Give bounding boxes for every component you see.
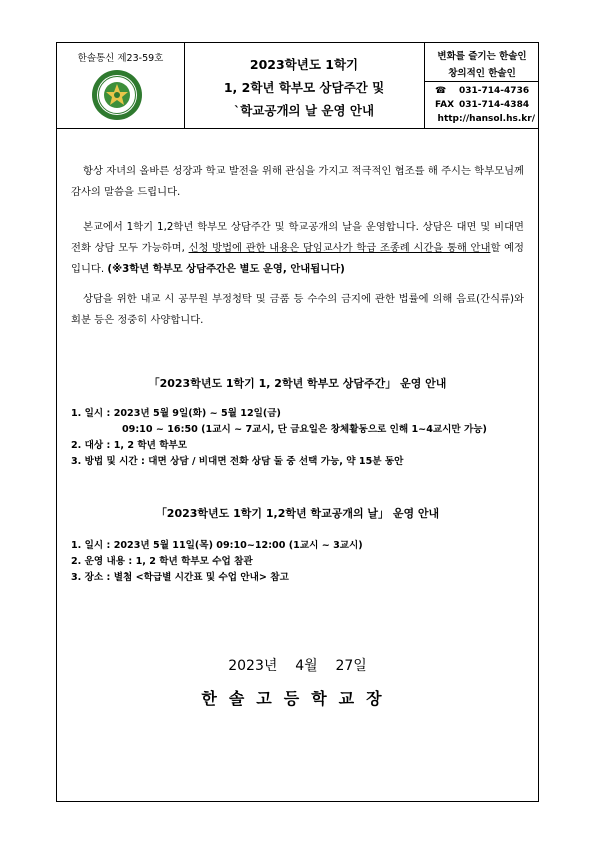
- title-line-3: `학교공개의 날 운영 안내: [233, 103, 375, 118]
- paragraph-greeting: 항상 자녀의 올바른 성장과 학교 발전을 위해 관심을 가지고 적극적인 협조를 해 주시는 학부모님께 감사의 말씀을 드립니다.: [71, 165, 524, 198]
- overview-underlined: 신청 방법에 관한 내용은 담임교사가 학급 조종례 시간을 통해 안내: [188, 242, 491, 254]
- fax-row: [435, 100, 529, 110]
- header-left: [57, 43, 185, 128]
- phone-icon: ☎: [435, 86, 447, 96]
- website-url: http://hansol.hs.kr/: [437, 114, 535, 124]
- phone-number: 031-714-4736: [459, 86, 530, 96]
- header-right: [424, 43, 539, 128]
- date-month: 4월: [295, 658, 318, 674]
- slogan-line-1: 변화를 즐기는 한솔인: [437, 51, 527, 62]
- overview-note: (※3학년 학부모 상담주간은 별도 운영, 안내됩니다): [107, 263, 345, 275]
- section2-item: 2. 운영 내용 : 1, 2 학년 학부모 수업 참관: [71, 556, 253, 567]
- header-title: [184, 43, 424, 128]
- section1-title: 「2023학년도 1학기 1, 2학년 학부모 상담주간」 운영 안내: [148, 377, 447, 390]
- section1-item: 09:10 ~ 16:50 (1교시 ~ 7교시, 단 금요일은 창체활동으로 인해 1~4교시만 가능): [122, 424, 487, 435]
- paragraph-overview: [71, 217, 524, 280]
- date-year: 2023년: [228, 658, 278, 674]
- school-emblem-icon: [91, 69, 143, 121]
- slogan-divider: [425, 81, 539, 82]
- section2-item: 3. 장소 : 별첨 <학급별 시간표 및 수업 안내> 참고: [71, 572, 289, 583]
- section2-title: 「2023학년도 1학기 1,2학년 학교공개의 날」 운영 안내: [155, 507, 440, 520]
- date-day: 27일: [335, 658, 367, 674]
- title-line-1: 2023학년도 1학기: [249, 57, 359, 72]
- header: [57, 43, 538, 129]
- issue-number: 한솔통신 제23-59호: [77, 53, 164, 64]
- section2-item: 1. 일시 : 2023년 5월 11일(목) 09:10~12:00 (1교시 ~ 3교시): [71, 540, 363, 551]
- overview-text-2: 할 예정입니다.: [71, 242, 524, 275]
- paragraph-gift-policy: 상담을 위한 내교 시 공무원 부정청탁 및 금품 등 수수의 금지에 관한 법률에 의해 음료(간식류)와 회분 등은 정중히 사양합니다.: [71, 293, 524, 326]
- phone-row: [435, 86, 529, 96]
- title-line-2: 1, 2학년 학부모 상담주간 및: [223, 80, 385, 95]
- fax-number: 031-714-4384: [459, 100, 530, 110]
- fax-label: FAX: [435, 100, 455, 110]
- school-principal: 한솔고등학교장: [201, 689, 394, 708]
- section1-item: 3. 방법 및 시간 : 대면 상담 / 비대면 전화 상담 둘 중 선택 가능, 약 15분 동안: [71, 456, 404, 467]
- issue-date: [57, 655, 538, 675]
- section1-item: 1. 일시 : 2023년 5월 9일(화) ~ 5월 12일(금): [71, 408, 281, 419]
- overview-text: 본교에서 1학기 1,2학년 학부모 상담주간 및 학교공개의 날을 운영합니다. 상담은 대면 및 비대면 전화 상담 모두 가능하며,: [71, 221, 524, 254]
- notice-frame: [56, 42, 539, 802]
- section1-item: 2. 대상 : 1, 2 학년 학부모: [71, 440, 188, 451]
- slogan-line-2: 창의적인 한솔인: [448, 68, 516, 79]
